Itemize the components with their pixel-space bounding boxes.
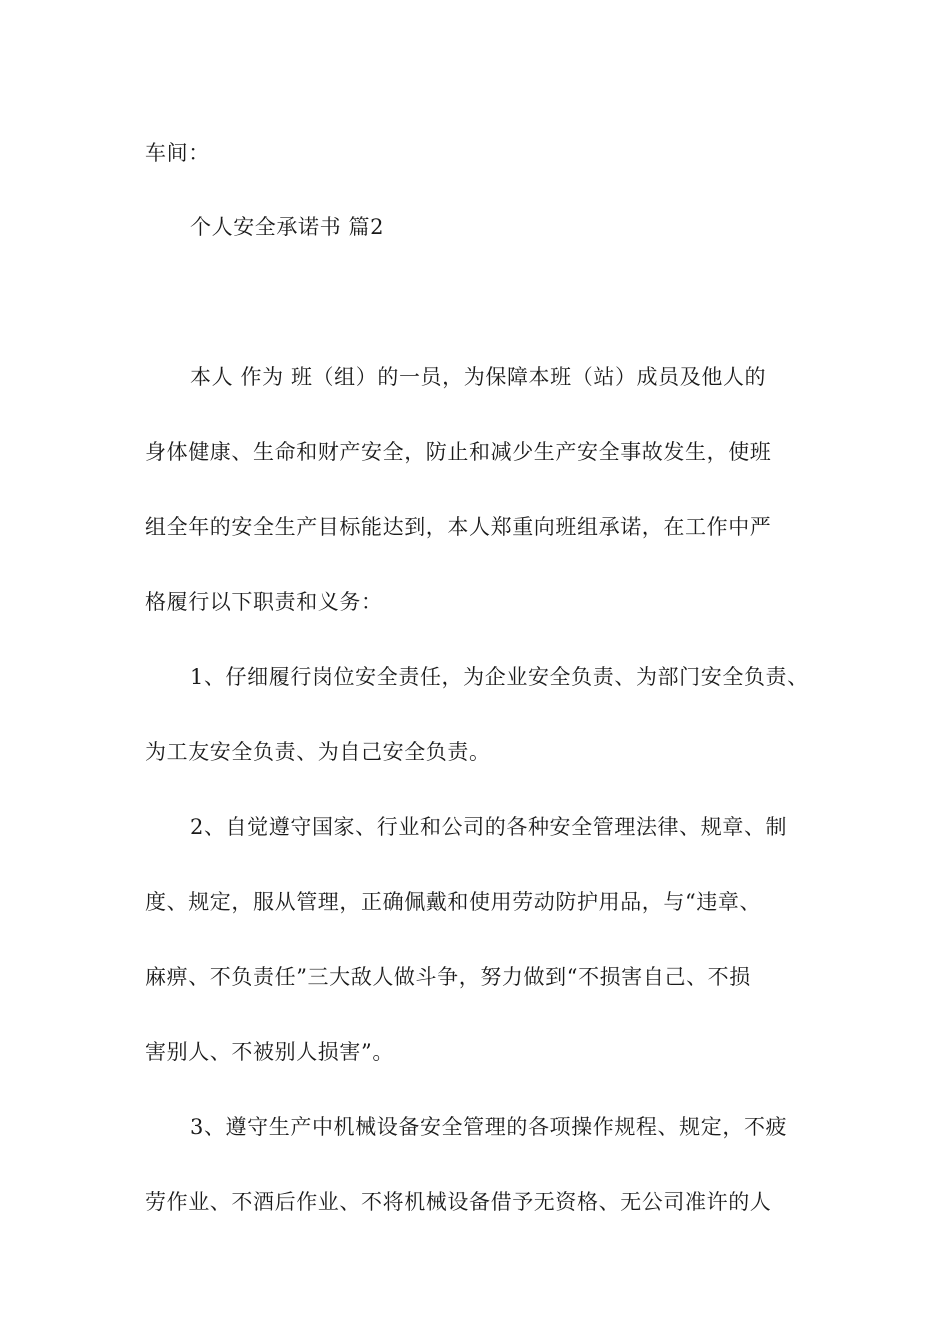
paragraph-line: 为工友安全负责、为自己安全负责。: [145, 740, 491, 764]
paragraph-line: 2、自觉遵守国家、行业和公司的各种安全管理法律、规章、制: [190, 815, 788, 839]
document-title: 个人安全承诺书 篇2: [190, 215, 385, 239]
paragraph-line: 害别人、不被别人损害”。: [145, 1040, 394, 1064]
paragraph-line: 格履行以下职责和义务：: [145, 590, 383, 614]
paragraph-line: 麻痹、不负责任”三大敌人做斗争，努力做到“不损害自己、不损: [145, 965, 751, 989]
paragraph-line: 组全年的安全生产目标能达到，本人郑重向班组承诺，在工作中严: [145, 515, 772, 539]
paragraph-line: 本人 作为 班（组）的一员，为保障本班（站）成员及他人的: [190, 365, 767, 389]
paragraph-line: 3、遵守生产中机械设备安全管理的各项操作规程、规定，不疲: [190, 1115, 788, 1139]
paragraph-line: 度、规定，服从管理，正确佩戴和使用劳动防护用品，与“违章、: [145, 890, 762, 914]
paragraph-line: 身体健康、生命和财产安全，防止和减少生产安全事故发生，使班: [145, 440, 772, 464]
paragraph-line: 1、仔细履行岗位安全责任，为企业安全负责、为部门安全负责、: [190, 665, 809, 689]
paragraph-line: 劳作业、不酒后作业、不将机械设备借予无资格、无公司准许的人: [145, 1190, 772, 1214]
workshop-label: 车间：: [145, 141, 210, 165]
